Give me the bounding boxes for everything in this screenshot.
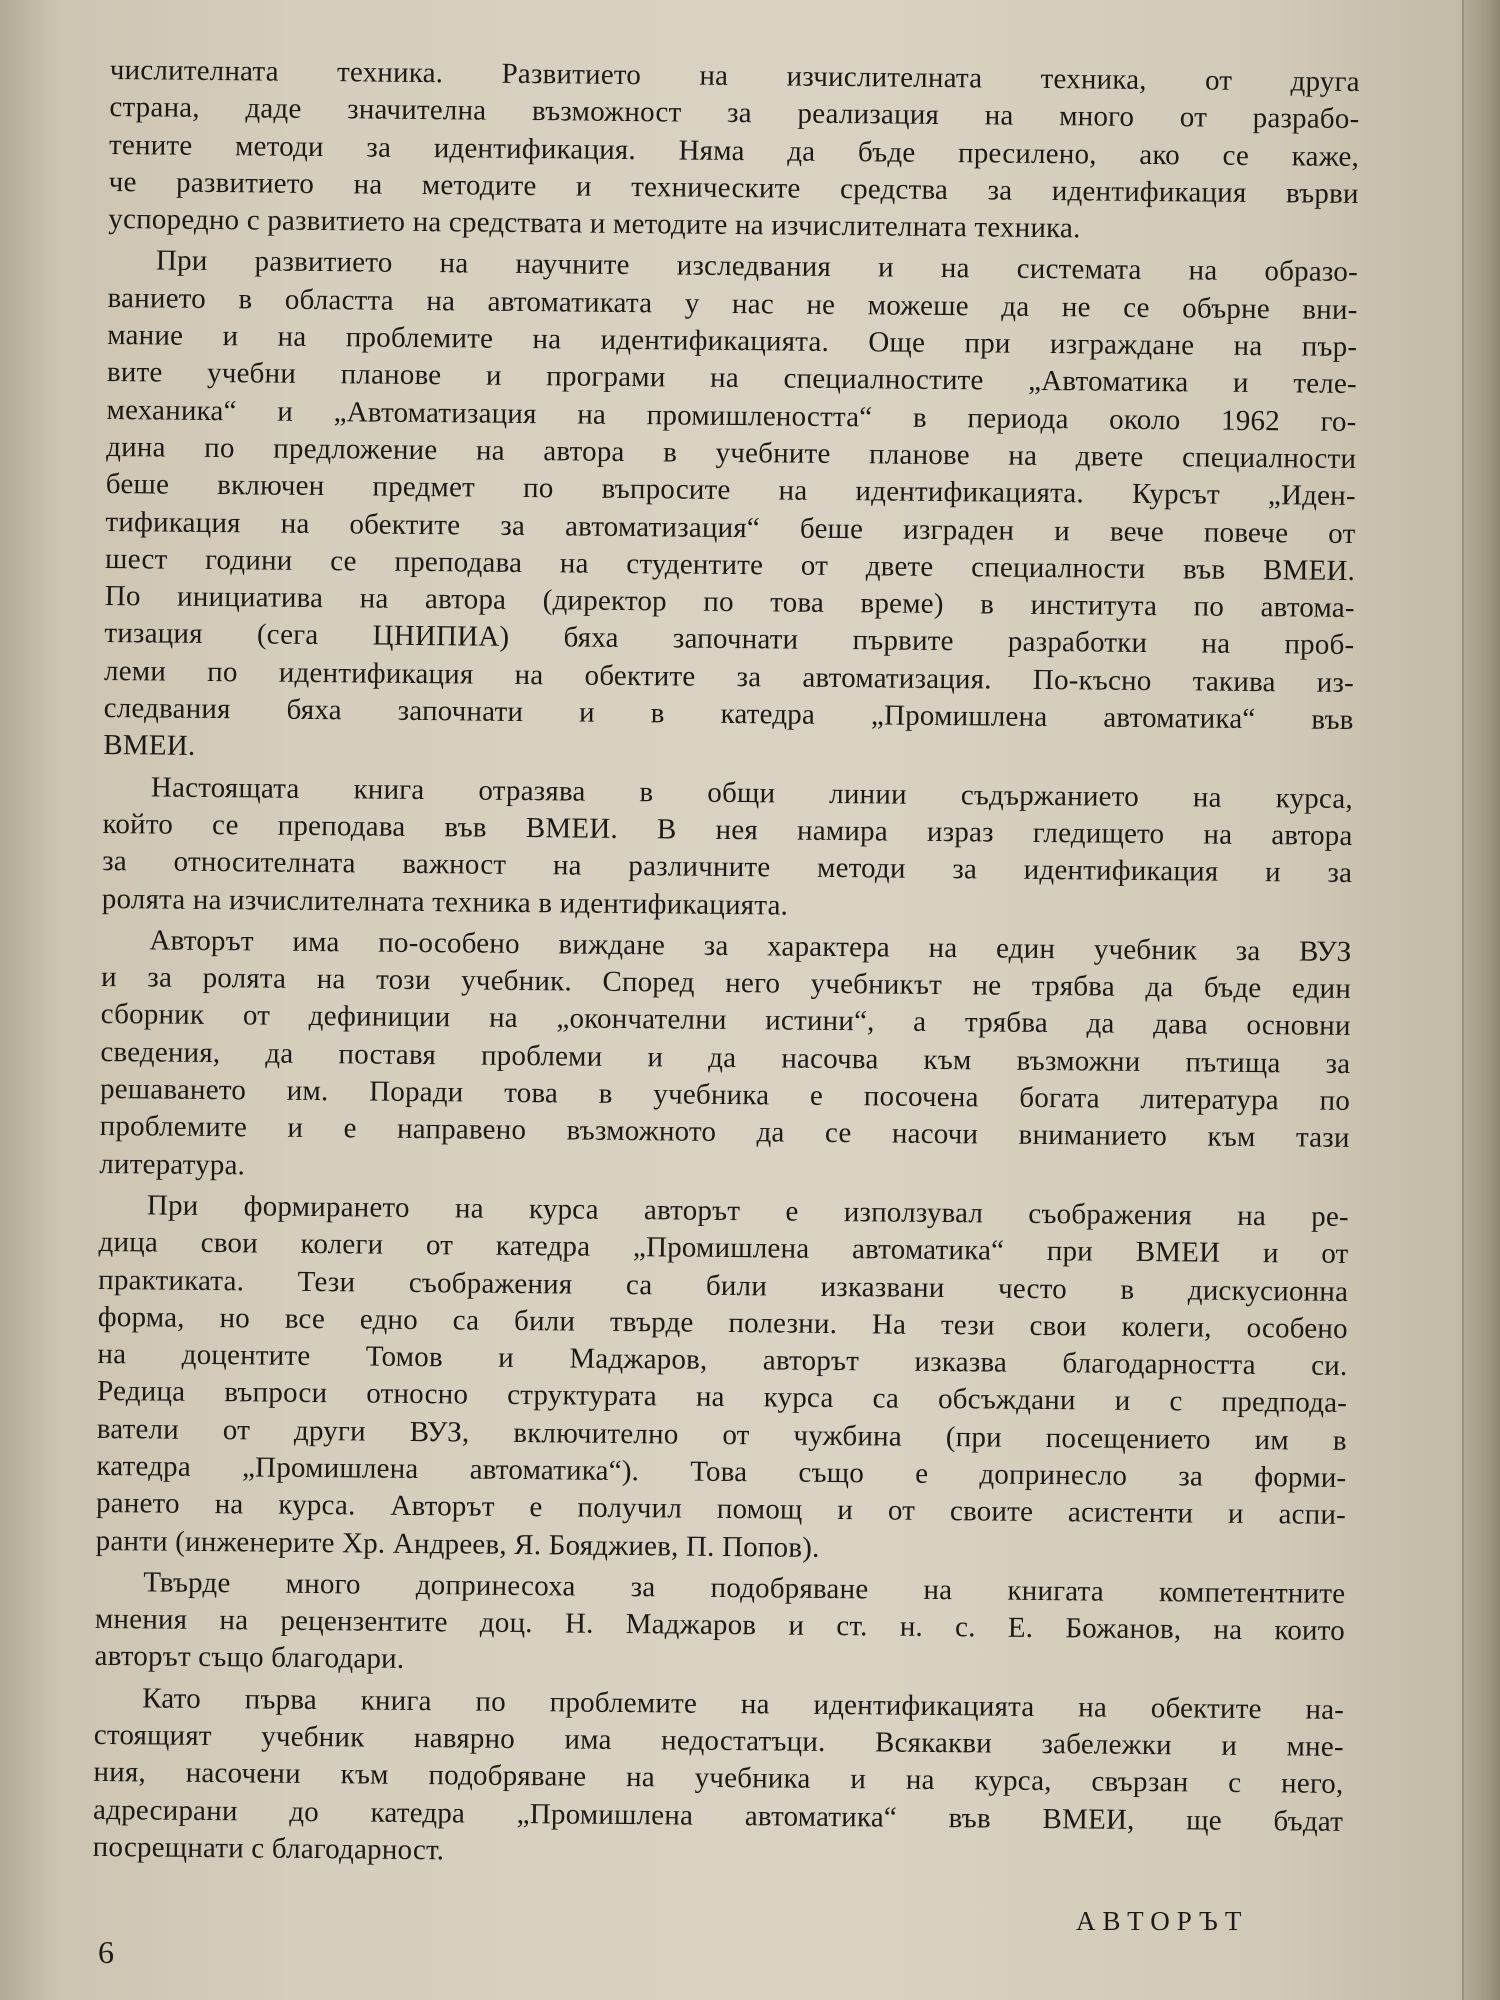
text-line: за относителната важност на различните методи за идентификация и за <box>102 845 1353 890</box>
text-line: следвания бяха започнати и в катедра „Промишлена автоматика“ във <box>103 692 1354 737</box>
text-line: на доцентите Томов и Маджаров, авторът изказва благодарността си. <box>97 1338 1348 1383</box>
text-line: При развитието на научните изследвания и на системата на образо- <box>155 244 1359 289</box>
text-line: тените методи за идентификация. Няма да бъде пресилено, ако се каже, <box>108 128 1360 173</box>
paragraph <box>102 769 1353 930</box>
text-line: ранти (инженерите Хр. Андреев, Я. Бояджиев, П. Попов). <box>95 1524 820 1564</box>
text-line: рането на курса. Авторът е получил помощ и от своите асистенти и аспи- <box>95 1487 1347 1532</box>
text-line: Твърде много допринесоха за подобряване на книгата компетентните <box>143 1566 1346 1610</box>
text-line: адресирани до катедра „Промишлена автоматика“ във ВМЕИ, ще бъдат <box>92 1793 1344 1838</box>
page-edge <box>1462 0 1500 2000</box>
signature: АВТОРЪТ <box>1076 1906 1249 1936</box>
text-line: катедра „Промишлена автоматика“). Това също е допринесло за форми- <box>96 1449 1347 1494</box>
text-line: проблемите и е направено възможното да се насочи вниманието към тази <box>99 1110 1350 1155</box>
text-line: мание и на проблемите на идентификацията. Още при изграждане на пър- <box>107 319 1358 364</box>
text-line: Като първа книга по проблемите на идентификацията на обектите на- <box>142 1682 1345 1726</box>
text-line: Авторът има по-особено виждане за характера на един учебник за ВУЗ <box>149 924 1352 968</box>
paragraph <box>94 1564 1345 1688</box>
text-line: числителната техника. Развитието на изчислителната техника, от друга <box>109 53 1360 98</box>
text-line: дина по предложение на автора в учебните планове на двете специалности <box>106 430 1357 475</box>
text-line: тизация (сега ЦНИПИА) бяха започнати първите разработки на проб- <box>104 617 1355 662</box>
text-line: практиката. Тези съображения са били изказвани често в дискусионна <box>98 1263 1349 1308</box>
body-text <box>93 52 1360 1882</box>
text-line: решаването им. Поради това в учебника е посочена богата литература по <box>99 1072 1351 1117</box>
text-line: мнения на рецензентите доц. Н. Маджаров и ст. н. с. Е. Божанов, на които <box>94 1603 1346 1648</box>
text-line: който се преподава във ВМЕИ. В нея намира израз гледището на автора <box>102 807 1353 852</box>
text-line: дица свои колеги от катедра „Промишлена автоматика“ при ВМЕИ и от <box>98 1226 1349 1271</box>
text-line: вите учебни планове и програми на специалностите „Автоматика и теле- <box>106 356 1358 401</box>
text-line: ния, насочени към подобряване на учебника и на курса, свързан с него, <box>93 1756 1344 1801</box>
text-line: стоящият учебник навярно има недостатъци. Всякакви забележки и мне- <box>93 1718 1344 1763</box>
text-line: страна, даде значителна възможност за реализация на много от разрабо- <box>109 91 1360 136</box>
text-line: ватели от други ВУЗ, включително от чужбина (при посещението им в <box>96 1412 1347 1457</box>
text-line: че развитието на методите и техническите средства за идентификация върви <box>108 165 1359 210</box>
text-line: сведения, да поставя проблеми и да насочва към възможни пътища за <box>100 1035 1351 1080</box>
text-line: ванието в областта на автоматиката у нас не можеше да не се обърне вни- <box>107 281 1358 326</box>
page-number: 6 <box>98 1934 114 1970</box>
paragraph <box>96 1187 1350 1572</box>
paragraph <box>99 922 1351 1195</box>
text-line: успоредно с развитието на средствата и методите на изчислителната техника. <box>108 203 1081 245</box>
text-line: ролята на изчислителната техника в идентификацията. <box>101 882 789 922</box>
text-line: Редица въпроси относно структурата на курса са обсъждани и с предпода- <box>96 1375 1348 1420</box>
text-line: шест години се преподава на студентите от двете специалности във ВМЕИ. <box>104 542 1356 587</box>
text-line: При формирането на курса авторът е използувал съображения на ре- <box>146 1189 1350 1233</box>
text-line: По инициатива на автора (директор по това време) в института по автома- <box>104 580 1355 625</box>
paragraph <box>108 52 1360 250</box>
text-line: форма, но все едно са били твърде полезни. На тези свои колеги, особено <box>97 1300 1348 1345</box>
text-line: леми по идентификация на обектите за автоматизация. По-късно такива из- <box>103 654 1355 699</box>
text-line: беше включен предмет по въпросите на идентификацията. Курсът „Иден- <box>105 468 1356 513</box>
text-line: ВМЕИ. <box>103 729 196 763</box>
text-line: сборник от дефиниции на „окончателни истини“, а трябва да дава основни <box>100 998 1351 1043</box>
paragraph <box>93 1680 1345 1878</box>
text-line: Настоящата книга отразява в общи линии съдържанието на курса, <box>150 771 1354 815</box>
text-line: литература. <box>99 1147 246 1181</box>
text-line: авторът също благодари. <box>94 1640 405 1676</box>
text-line: механика“ и „Автоматизация на промишлеността“ в периода около 1962 го- <box>106 393 1357 438</box>
text-line: тификация на обектите за автоматизация“ беше изграден и вече повече от <box>105 505 1356 550</box>
page-shadow <box>0 0 60 2000</box>
text-line: посрещнати с благодарност. <box>92 1830 445 1867</box>
text-line: и за ролята на този учебник. Според него учебникът не трябва да бъде един <box>100 961 1352 1006</box>
paragraph <box>103 242 1358 776</box>
